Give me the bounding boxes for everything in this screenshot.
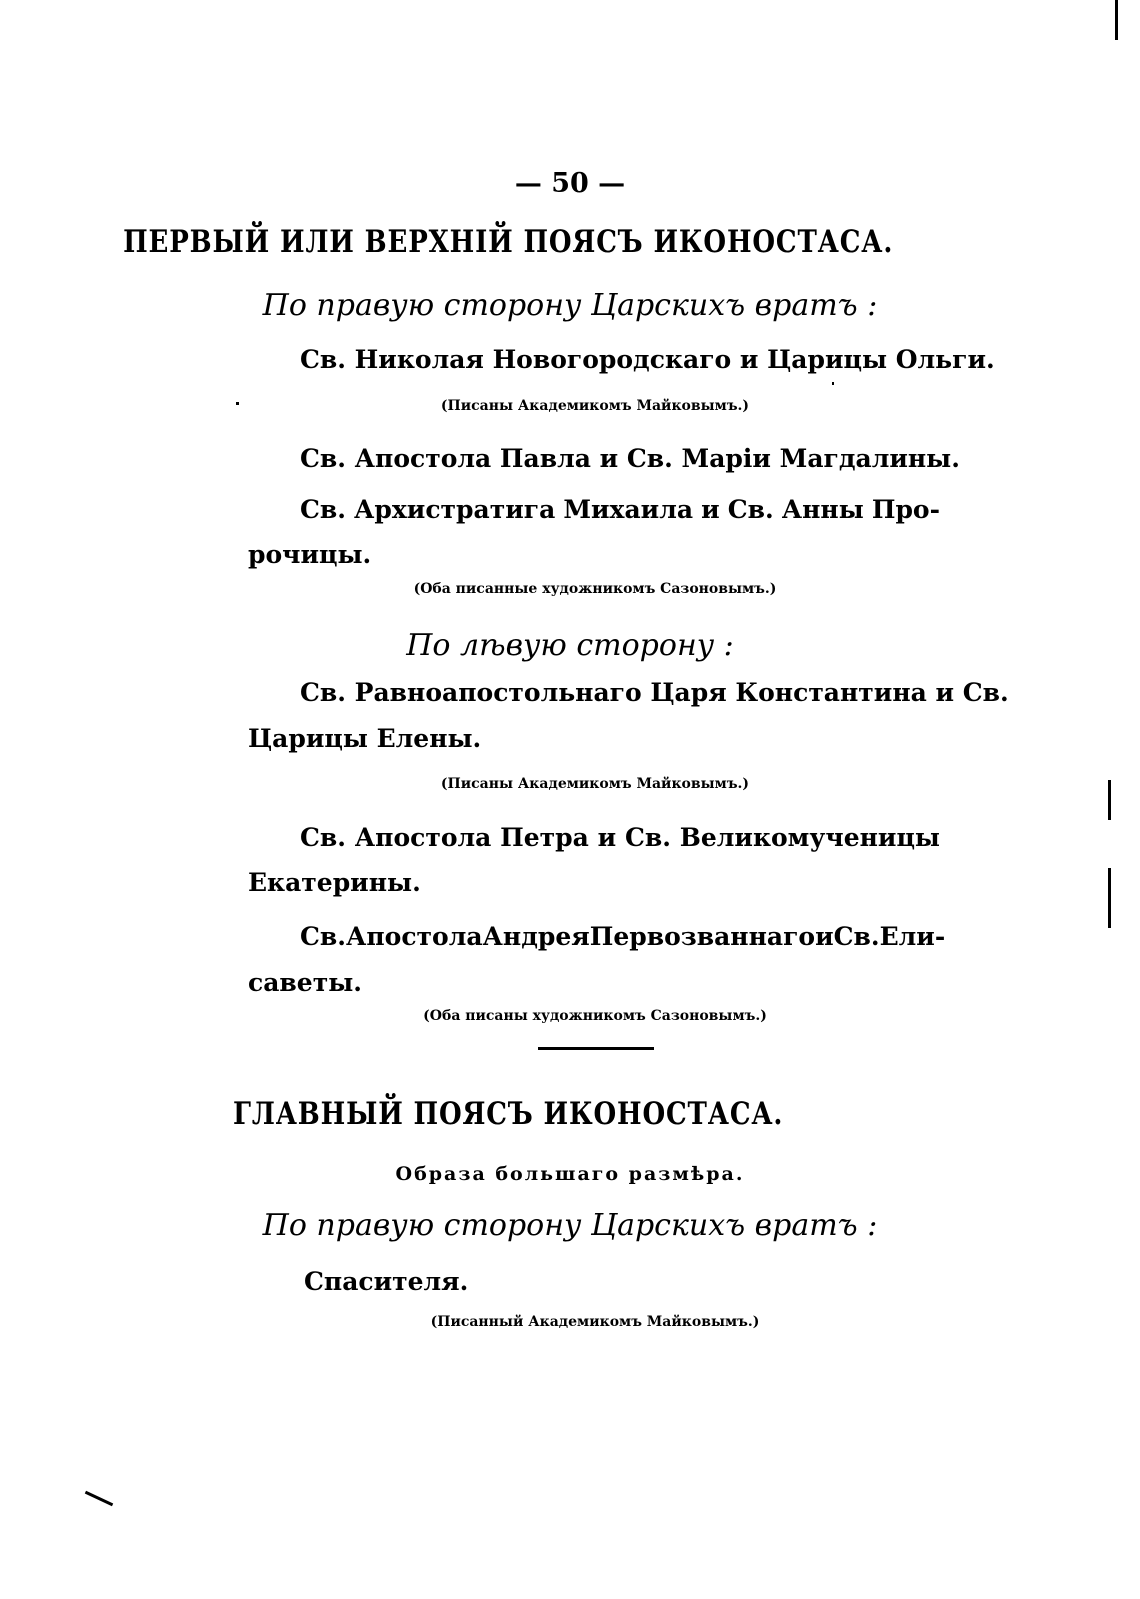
section1-title: ПЕРВЫЙ ИЛИ ВЕРХНІЙ ПОЯСЪ ИКОНОСТАСА.: [123, 224, 894, 260]
word: Св.: [300, 922, 346, 951]
word: Св.: [300, 495, 346, 524]
word: Св.: [300, 823, 346, 852]
section1-entry3: [300, 495, 940, 524]
section1-entry4-cont: Царицы Елены.: [248, 724, 482, 753]
scan-speck: [832, 382, 834, 385]
section1-entry1: Св. Николая Новогородскаго и Царицы Ольги.: [300, 345, 995, 374]
section-divider: [538, 1047, 654, 1050]
section1-entry4: Св. Равноапостольнаго Царя Константина и Св.: [300, 678, 1009, 707]
section1-note4: (Оба писаны художникомъ Сазоновымъ.): [423, 1008, 767, 1024]
section2-subtitle: Образа большаго размѣра.: [395, 1163, 745, 1185]
word: Великомученицы: [679, 823, 940, 852]
section1-entry5-cont: Екатерины.: [248, 868, 421, 897]
word: Апостола: [354, 823, 492, 852]
section2-note1: (Писанный Академикомъ Майковымъ.): [430, 1314, 760, 1330]
section1-entry6: [300, 922, 946, 951]
word: Первозваннаго: [589, 922, 816, 951]
section1-note2: (Оба писанные художникомъ Сазоновымъ.): [413, 581, 777, 597]
word: Св.: [727, 495, 774, 524]
section1-entry3-cont: рочицы.: [248, 540, 372, 569]
word: Михаила: [563, 495, 694, 524]
section2-title: ГЛАВНЫЙ ПОЯСЪ ИКОНОСТАСА.: [233, 1096, 784, 1132]
scan-speck: [236, 402, 239, 405]
scan-edge-mark: [1115, 0, 1118, 40]
page-number: — 50 —: [514, 168, 626, 199]
section2-right-side-label: По правую сторону Царскихъ вратъ :: [262, 1208, 878, 1243]
word: Св.: [624, 823, 671, 852]
section1-note1: (Писаны Академикомъ Майковымъ.): [440, 398, 750, 414]
section1-left-side-label: По лѣвую сторону :: [406, 628, 734, 663]
word: Св.: [833, 922, 880, 951]
scan-edge-mark: [1108, 780, 1111, 820]
word: и: [701, 495, 720, 524]
section1-note3: (Писаны Академикомъ Майковымъ.): [440, 776, 750, 792]
section2-entry1: Спасителя.: [304, 1267, 469, 1296]
section1-entry2: Св. Апостола Павла и Св. Маріи Магдалины.: [300, 444, 960, 473]
word: Анны: [781, 495, 864, 524]
word: Петра: [500, 823, 589, 852]
section1-entry6-cont: саветы.: [248, 968, 362, 997]
word: Апостола: [345, 922, 483, 951]
word: и: [815, 922, 834, 951]
word: Андрея: [482, 922, 590, 951]
word: Ели-: [879, 922, 946, 951]
scan-edge-mark: [1108, 868, 1111, 928]
word: Архистратига: [354, 495, 556, 524]
scan-speck: [85, 1491, 113, 1506]
word: и: [597, 823, 617, 852]
word: Про-: [871, 495, 940, 524]
section1-right-side-label: По правую сторону Царскихъ вратъ :: [262, 288, 878, 323]
section1-entry5: [300, 823, 940, 852]
